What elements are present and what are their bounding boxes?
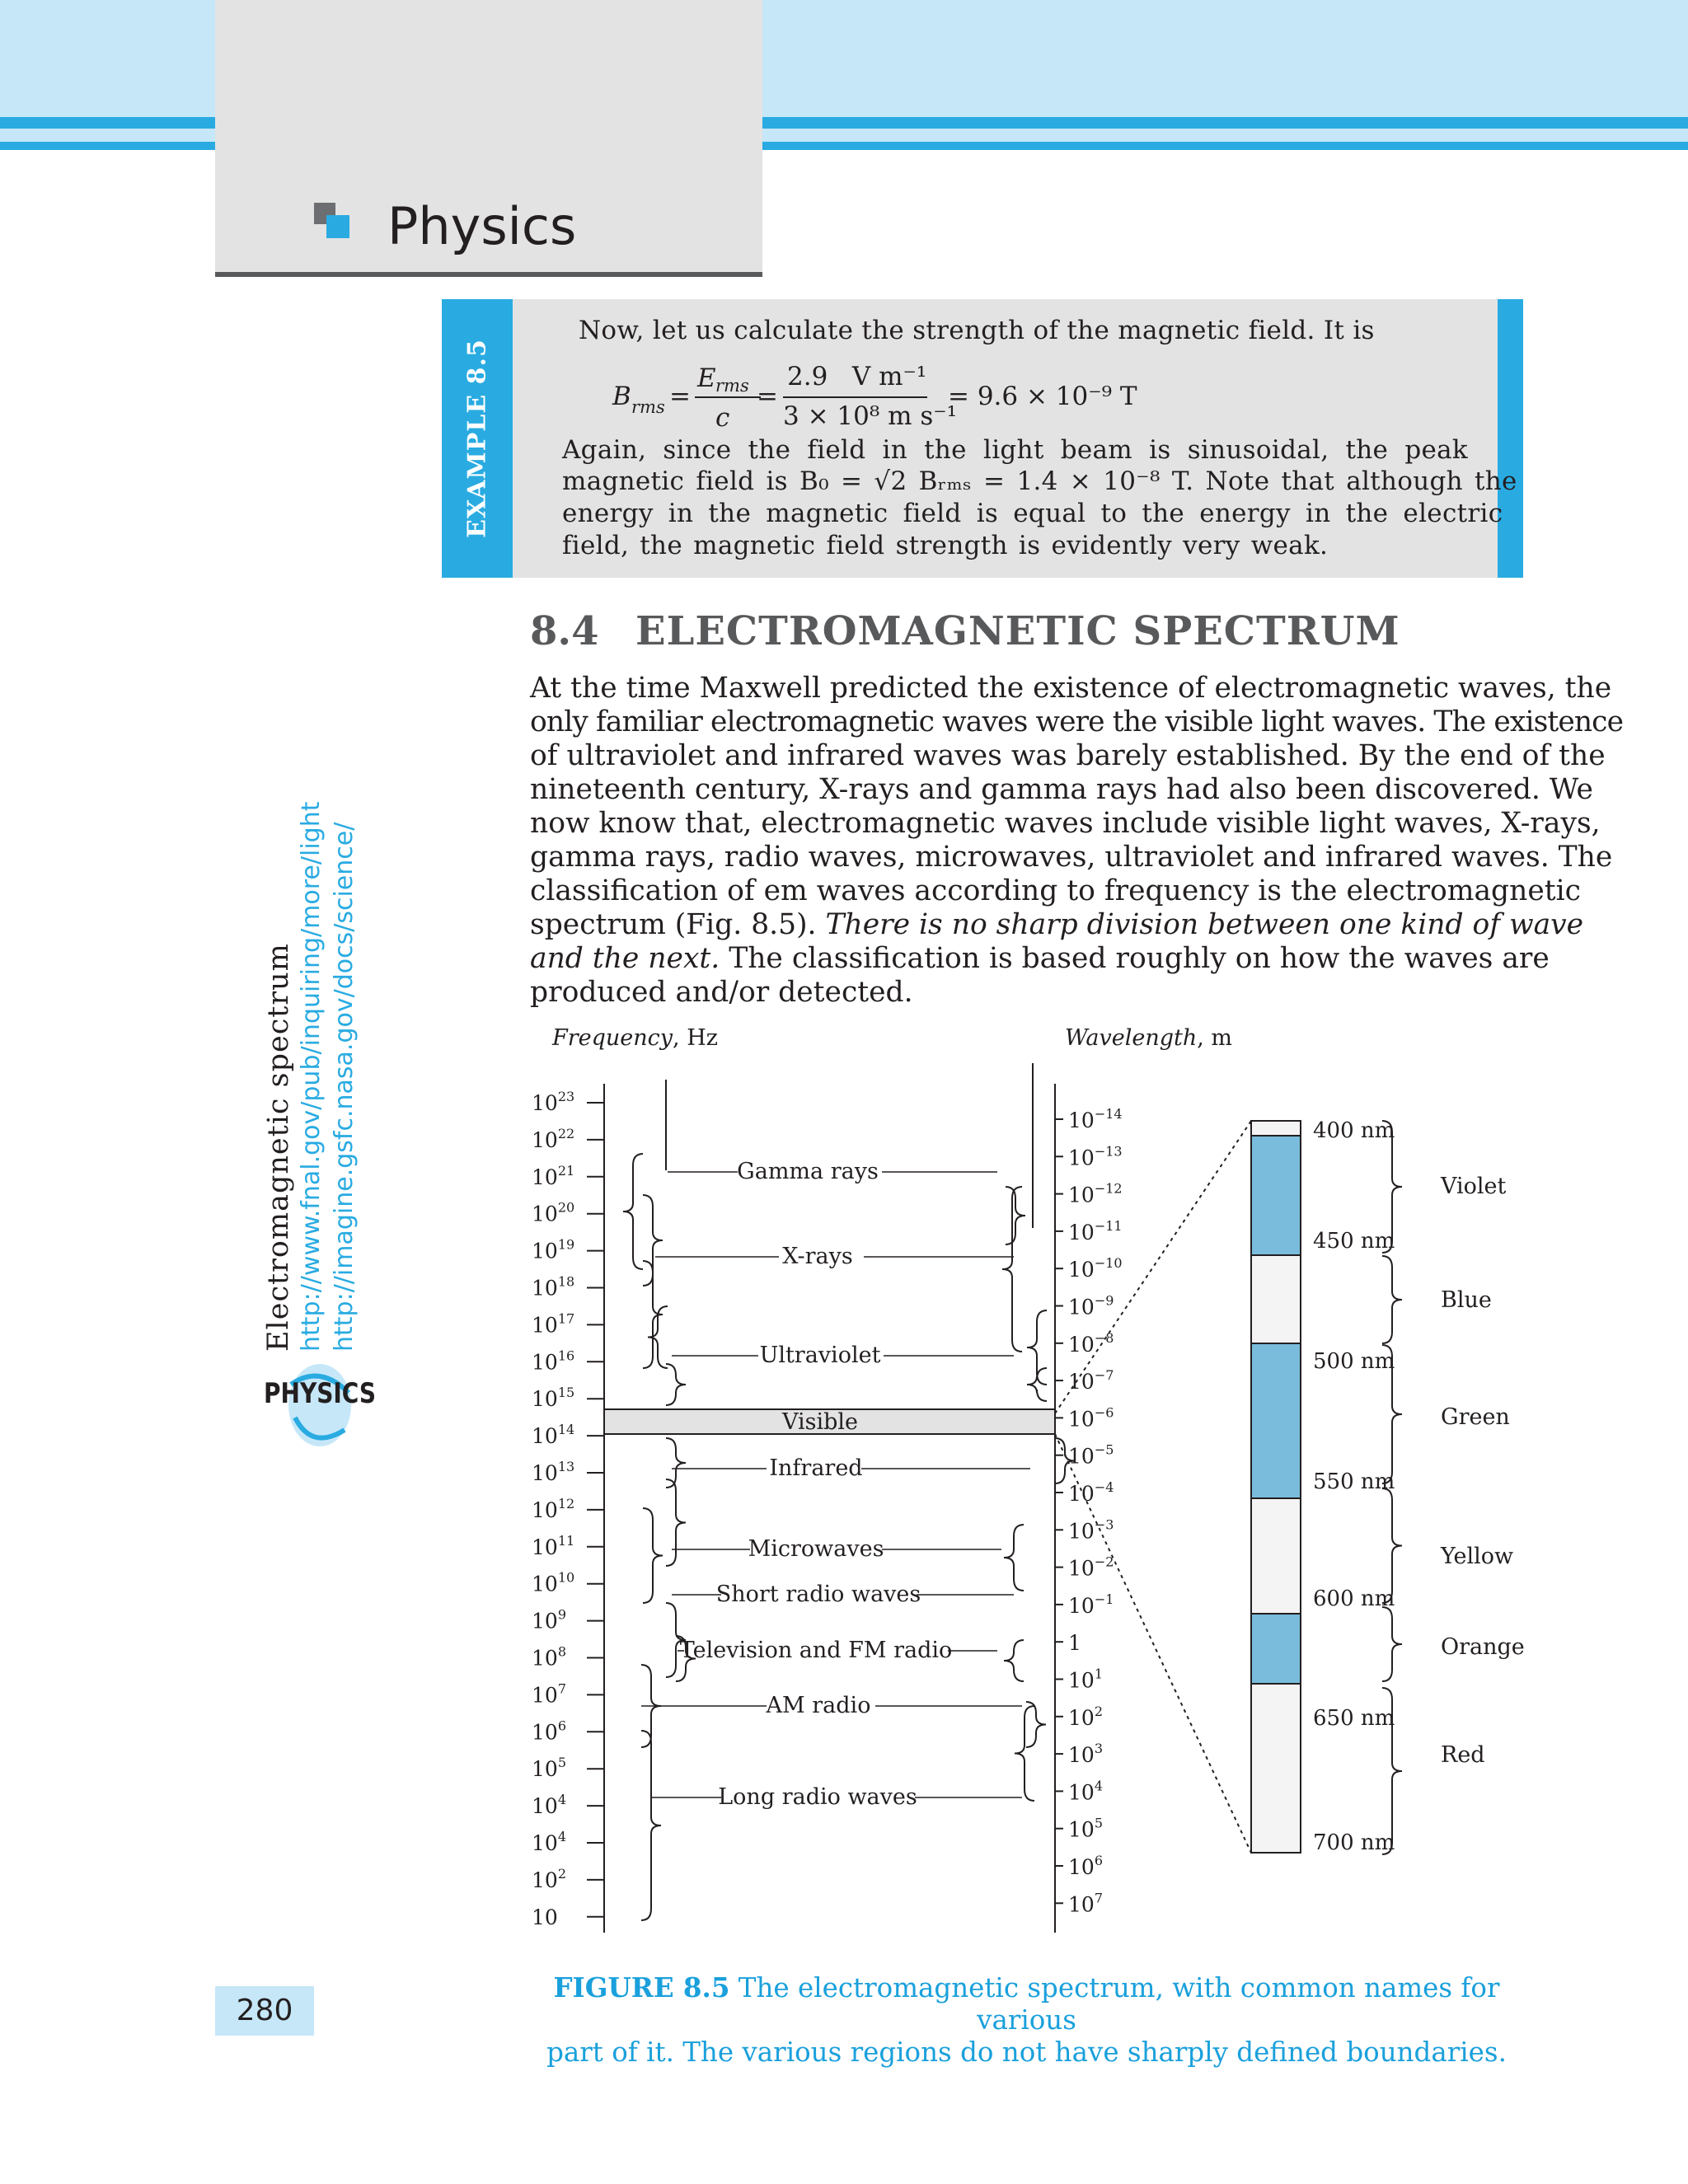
paragraph-line: only familiar electromagnetic waves were the visible light waves. The existence — [530, 705, 1624, 738]
tick-exponent: 4 — [557, 1792, 566, 1808]
tick-base: 10 — [532, 1387, 558, 1412]
visible-wavelength-label: 400 nm — [1313, 1118, 1395, 1143]
wave-tick-label — [1068, 1181, 1123, 1207]
colour-label: Blue — [1441, 1287, 1492, 1313]
eq-den1: c — [715, 403, 730, 433]
tick-base: 10 — [532, 1720, 558, 1745]
tick-base: 1 — [1068, 1631, 1081, 1656]
freq-tick-label — [532, 1385, 574, 1411]
tick-base: 10 — [1068, 1705, 1095, 1730]
tick-base: 10 — [532, 1646, 558, 1671]
tick-base: 10 — [532, 1757, 558, 1782]
tick-exponent: 6 — [557, 1718, 566, 1734]
tick-exponent: −3 — [1094, 1516, 1114, 1533]
side-note — [262, 802, 361, 1352]
wave-axis-label: Wavelength, m — [1065, 1025, 1233, 1051]
wave-tick-label — [1068, 1816, 1103, 1842]
band-label: AM radio — [766, 1693, 871, 1718]
tick-base: 10 — [1068, 1556, 1095, 1581]
tick-base: 10 — [1068, 1482, 1095, 1506]
wave-tick-label — [1068, 1367, 1114, 1394]
tick-base: 10 — [1068, 1593, 1095, 1618]
tick-exponent: −1 — [1094, 1591, 1114, 1607]
wave-tick-label — [1068, 1516, 1114, 1543]
tick-exponent: 20 — [557, 1199, 575, 1216]
tick-exponent: 23 — [557, 1089, 575, 1104]
wave-tick-label — [1068, 1666, 1103, 1693]
eq-den2: 3 × 10⁸ m s⁻¹ — [783, 401, 958, 431]
visible-wavelength-label: 600 nm — [1313, 1586, 1395, 1611]
wave-tick-label — [1068, 1853, 1103, 1879]
wave-tick-label — [1068, 1890, 1103, 1916]
tick-exponent: 5 — [557, 1755, 566, 1771]
tick-exponent: 2 — [557, 1865, 566, 1882]
tick-base: 10 — [1068, 1183, 1095, 1207]
tick-base: 10 — [532, 1572, 558, 1596]
freq-tick-label — [532, 1126, 574, 1152]
colour-label: Yellow — [1441, 1544, 1514, 1569]
colour-label: Green — [1441, 1404, 1510, 1430]
band-brace — [1004, 1640, 1024, 1681]
page-header-title: Physics — [387, 196, 577, 256]
axis-label-word: Frequency — [552, 1025, 673, 1051]
tick-base: 10 — [532, 1239, 558, 1263]
tick-base: 10 — [1068, 1892, 1095, 1917]
tick-base: 10 — [532, 1091, 558, 1115]
tick-base: 10 — [532, 1868, 558, 1892]
visible-color-segment — [1251, 1343, 1301, 1498]
paragraph-line: and the next. The classification is based roughly on how the waves are — [530, 942, 1550, 975]
tick-base: 10 — [532, 1424, 558, 1449]
header-underline — [215, 272, 762, 277]
tick-base: 10 — [1068, 1817, 1095, 1842]
wave-tick-label — [1068, 1255, 1123, 1282]
tick-base: 10 — [532, 1609, 558, 1633]
tick-exponent: −8 — [1094, 1329, 1114, 1346]
freq-tick-label — [532, 1718, 566, 1744]
freq-tick-label — [532, 1644, 566, 1671]
example-line: energy in the magnetic field is equal to the energy in the electric — [562, 499, 1503, 528]
freq-axis-label: Frequency, Hz — [552, 1025, 718, 1051]
tick-base: 10 — [532, 1202, 558, 1226]
wave-tick-label — [1068, 1293, 1114, 1319]
axis-label-word: Wavelength — [1065, 1025, 1198, 1051]
tick-base: 10 — [532, 1313, 558, 1338]
eq-lhs-sub: rms — [631, 397, 665, 417]
freq-tick-label — [532, 1496, 574, 1522]
tick-exponent: 11 — [557, 1532, 575, 1549]
page-number: 280 — [215, 1986, 314, 2036]
wave-tick-label — [1068, 1741, 1103, 1767]
example-side-bar — [1498, 299, 1523, 578]
freq-tick-label — [532, 1533, 574, 1559]
band-label: Visible — [781, 1409, 859, 1435]
tick-base: 10 — [532, 1905, 558, 1929]
wave-tick-label — [1068, 1778, 1103, 1804]
paragraph-emphasis: There is no sharp division between one kind of wave — [825, 908, 1584, 941]
colour-brace — [1382, 1256, 1402, 1343]
freq-tick-label — [532, 1607, 566, 1633]
tick-exponent: 19 — [557, 1236, 575, 1253]
band-brace — [1015, 1706, 1034, 1801]
freq-tick-label — [532, 1237, 574, 1263]
tick-exponent: 2 — [1094, 1703, 1103, 1719]
tick-exponent: −5 — [1094, 1441, 1114, 1458]
colour-label: Violet — [1441, 1174, 1507, 1199]
paragraph-line: now know that, electromagnetic waves include visible light waves, X-rays, — [530, 807, 1601, 840]
visible-wavelength-label: 450 nm — [1313, 1229, 1395, 1254]
tick-base: 10 — [532, 1497, 558, 1522]
example-tab-label: EXAMPLE 8.5 — [462, 339, 492, 538]
tick-exponent: 5 — [1094, 1815, 1103, 1831]
caption-text: part of it. The various regions do not have sharply defined boundaries. — [546, 2036, 1507, 2068]
tick-base: 10 — [1068, 1295, 1095, 1319]
tick-base: 10 — [532, 1683, 558, 1708]
tick-exponent: 3 — [1094, 1741, 1103, 1757]
freq-tick-label — [532, 1905, 558, 1929]
eq-num2: 2.9 V m⁻¹ — [787, 362, 927, 391]
band-label: Television and FM radio — [679, 1638, 953, 1663]
wave-tick-label — [1068, 1218, 1123, 1244]
paragraph-line: nineteenth century, X-rays and gamma rays had also been discovered. We — [530, 773, 1593, 806]
tick-exponent: −7 — [1094, 1367, 1114, 1384]
band-label: Infrared — [769, 1455, 863, 1481]
tick-exponent: −11 — [1094, 1217, 1123, 1234]
eq-fraction-bar — [783, 396, 927, 398]
tick-exponent: 4 — [557, 1829, 566, 1844]
band-brace — [1002, 1187, 1022, 1352]
paragraph-line: spectrum (Fig. 8.5). There is no sharp division between one kind of wave — [530, 908, 1584, 941]
paragraph-line: classification of em waves according to frequency is the electromagnetic — [530, 874, 1581, 907]
logo-text: PHYSICS — [264, 1377, 376, 1410]
example-line: Again, since the field in the light beam is sinusoidal, the peak — [562, 435, 1468, 465]
figure-caption — [530, 1971, 1523, 2069]
tick-base: 10 — [1068, 1407, 1095, 1432]
freq-tick-label — [532, 1755, 566, 1781]
tick-exponent: 18 — [557, 1273, 575, 1290]
tick-base: 10 — [532, 1461, 558, 1485]
tick-base: 10 — [1068, 1668, 1095, 1693]
wave-tick-label — [1068, 1554, 1114, 1581]
wave-tick-label — [1068, 1404, 1114, 1431]
visible-wavelength-label: 500 nm — [1313, 1349, 1395, 1374]
band-label: X-rays — [782, 1244, 853, 1269]
band-brace — [1004, 1525, 1024, 1591]
tick-base: 10 — [1068, 1519, 1095, 1544]
paragraph-line: gamma rays, radio waves, microwaves, ultraviolet and infrared waves. The — [530, 841, 1613, 874]
freq-tick-label — [532, 1347, 574, 1374]
wave-tick-label — [1068, 1631, 1081, 1655]
band-brace — [623, 1154, 643, 1269]
tick-base: 10 — [1068, 1780, 1095, 1805]
freq-tick-label — [532, 1089, 574, 1115]
colour-brace — [1382, 1607, 1402, 1681]
band-brace — [666, 1364, 686, 1405]
freq-tick-label — [532, 1570, 574, 1596]
example-equation — [610, 361, 1187, 435]
visible-wavelength-label: 700 nm — [1313, 1830, 1395, 1855]
tick-exponent: −9 — [1094, 1292, 1114, 1309]
tick-exponent: 4 — [1094, 1778, 1103, 1794]
wave-tick-label — [1068, 1143, 1123, 1169]
side-note-title: Electromagnetic spectrum — [262, 943, 295, 1352]
band-label: Long radio waves — [718, 1784, 917, 1810]
wave-tick-label — [1068, 1330, 1114, 1357]
band-label: Microwaves — [748, 1536, 884, 1562]
band-brace — [643, 1261, 663, 1368]
tick-base: 10 — [532, 1794, 558, 1819]
tick-exponent: 21 — [557, 1162, 575, 1179]
band-brace — [1026, 1702, 1046, 1747]
visible-color-segment — [1251, 1614, 1301, 1684]
band-label: Ultraviolet — [759, 1343, 881, 1368]
visible-color-segment — [1251, 1684, 1301, 1853]
colour-label: Red — [1441, 1742, 1485, 1768]
paragraph-emphasis: and the next. — [530, 942, 729, 975]
freq-tick-label — [532, 1829, 566, 1855]
tick-exponent: 7 — [557, 1680, 566, 1697]
tick-exponent: 6 — [1094, 1853, 1103, 1868]
eq-lhs: B — [612, 382, 631, 411]
tick-base: 10 — [1068, 1743, 1095, 1768]
tick-base: 10 — [1068, 1108, 1095, 1132]
wave-tick-label — [1068, 1106, 1123, 1132]
paragraph-line: At the time Maxwell predicted the existence of electromagnetic waves, the — [530, 672, 1612, 705]
example-line: magnetic field is B₀ = √2 Bᵣₘₛ = 1.4 × 10⁻⁸ T. Note that although the — [562, 466, 1517, 496]
freq-tick-label — [532, 1866, 566, 1892]
tick-base: 10 — [532, 1535, 558, 1559]
freq-tick-label — [532, 1163, 574, 1189]
tick-base: 10 — [1068, 1855, 1095, 1879]
tick-base: 10 — [1068, 1220, 1095, 1244]
section-title: ELECTROMAGNETIC SPECTRUM — [635, 608, 1400, 654]
tick-base: 10 — [532, 1276, 558, 1301]
tick-exponent: −13 — [1094, 1143, 1123, 1160]
tick-base: 10 — [1068, 1332, 1095, 1357]
visible-color-segment — [1251, 1121, 1301, 1136]
tick-exponent: 7 — [1094, 1890, 1103, 1906]
freq-tick-label — [532, 1200, 574, 1226]
example-line: Now, let us calculate the strength of the magnetic field. It is — [579, 316, 1375, 345]
tick-exponent: −14 — [1094, 1106, 1123, 1122]
tick-exponent: 16 — [557, 1347, 575, 1364]
tick-exponent: 10 — [557, 1569, 575, 1586]
eq-equals: = — [669, 382, 691, 411]
tick-base: 10 — [532, 1831, 558, 1855]
wave-tick-label — [1068, 1591, 1114, 1618]
example-line: field, the magnetic field strength is evidently very weak. — [562, 531, 1329, 560]
tick-exponent: −6 — [1094, 1404, 1114, 1421]
freq-tick-label — [532, 1459, 574, 1485]
tick-exponent: −10 — [1094, 1255, 1123, 1272]
tick-exponent: 9 — [557, 1606, 566, 1623]
tick-base: 10 — [532, 1127, 558, 1152]
band-brace — [643, 1508, 663, 1603]
tick-exponent: 14 — [557, 1422, 575, 1438]
visible-color-segment — [1251, 1136, 1301, 1255]
visible-wavelength-label: 650 nm — [1313, 1706, 1395, 1731]
eq-result: = 9.6 × 10⁻⁹ T — [948, 382, 1137, 411]
freq-tick-label — [532, 1792, 566, 1818]
side-note-link[interactable]: http://www.fnal.gov/pub/inquiring/more/light — [297, 801, 326, 1352]
eq-num1-sub: rms — [715, 376, 749, 396]
wave-tick-label — [1068, 1479, 1114, 1506]
caption-text: The electromagnetic spectrum, with common names for various — [738, 1972, 1500, 2036]
tick-base: 10 — [1068, 1258, 1095, 1282]
tick-exponent: 13 — [557, 1459, 575, 1474]
tick-base: 10 — [532, 1165, 558, 1189]
band-label: Gamma rays — [737, 1159, 879, 1184]
tick-base: 10 — [532, 1350, 558, 1375]
tick-exponent: 15 — [557, 1385, 575, 1401]
wave-tick-label — [1068, 1442, 1114, 1469]
tick-exponent: 22 — [557, 1125, 575, 1141]
tick-exponent: 17 — [557, 1310, 575, 1327]
paragraph-line: produced and/or detected. — [530, 976, 913, 1009]
band-brace — [641, 1731, 661, 1920]
side-note-link[interactable]: http://imagine.gsfc.nasa.gov/docs/science/ — [330, 822, 359, 1352]
freq-tick-label — [532, 1422, 574, 1448]
physics-logo-icon — [262, 1360, 377, 1451]
em-spectrum-figure — [519, 1022, 1550, 1945]
tick-exponent: −4 — [1094, 1479, 1114, 1495]
tick-exponent: 12 — [557, 1495, 575, 1511]
colour-label: Orange — [1441, 1634, 1525, 1660]
tick-exponent: −2 — [1094, 1554, 1114, 1570]
tick-exponent: 8 — [557, 1643, 566, 1660]
eq-num1: E — [697, 363, 716, 393]
paragraph-line: of ultraviolet and infrared waves was barely established. By the end of the — [530, 739, 1606, 772]
eq-fraction-bar — [695, 396, 761, 398]
visible-color-segment — [1251, 1498, 1301, 1614]
band-brace — [1027, 1310, 1047, 1385]
freq-tick-label — [532, 1274, 574, 1301]
tick-exponent: −12 — [1094, 1180, 1123, 1197]
band-brace — [666, 1479, 686, 1566]
caption-label: FIGURE 8.5 — [553, 1971, 730, 2004]
wave-tick-label — [1068, 1704, 1103, 1730]
freq-tick-label — [532, 1680, 566, 1707]
band-label: Short radio waves — [715, 1582, 921, 1607]
tick-base: 10 — [1068, 1444, 1095, 1469]
visible-color-segment — [1251, 1255, 1301, 1343]
tick-exponent: 1 — [1094, 1666, 1103, 1682]
visible-wavelength-label: 550 nm — [1313, 1469, 1395, 1494]
section-number: 8.4 — [530, 608, 599, 654]
band-brace — [666, 1603, 686, 1677]
freq-tick-label — [532, 1310, 574, 1337]
eq-equals: = — [757, 382, 778, 411]
band-brace — [1006, 1187, 1025, 1244]
header-logo-square-icon — [326, 215, 349, 238]
tick-base: 10 — [1068, 1146, 1095, 1170]
tick-base: 10 — [1068, 1370, 1095, 1394]
